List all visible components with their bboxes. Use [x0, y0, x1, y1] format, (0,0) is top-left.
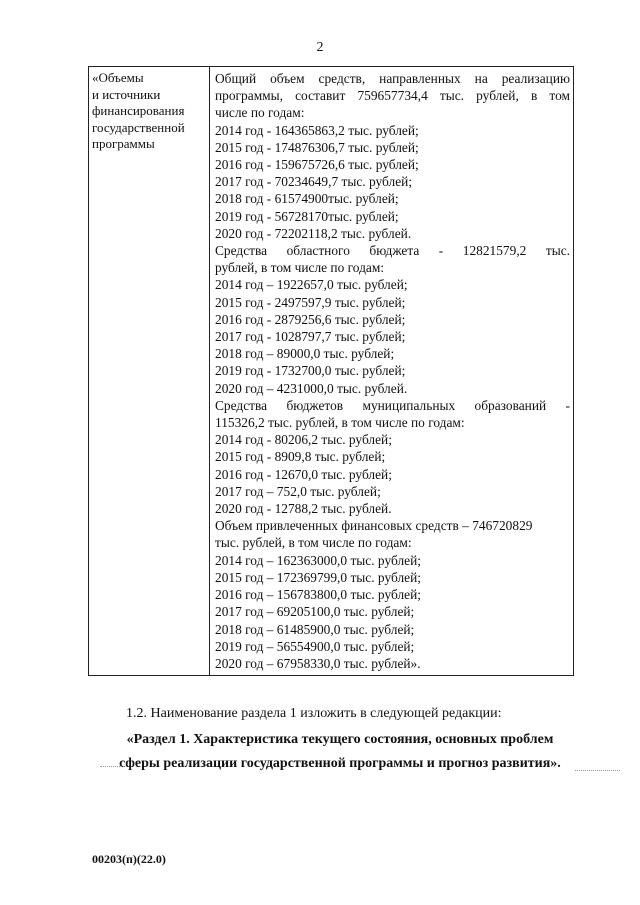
left-cell-line: программы: [92, 136, 155, 152]
section-title: [100, 728, 580, 776]
section-title-line: сферы реализации государственной программы и прогноз развития».: [119, 756, 561, 771]
financing-table: [88, 66, 574, 676]
right-cell-line: 2018 год – 61485900,0 тыс. рублей;: [215, 621, 415, 637]
right-cell-line: числе по годам:: [215, 105, 305, 121]
right-cell-line: 2014 год – 162363000,0 тыс. рублей;: [215, 552, 421, 568]
right-cell-line: 2019 год - 1732700,0 тыс. рублей;: [215, 363, 406, 379]
right-cell-line: тыс. рублей, в том числе по годам:: [215, 535, 412, 551]
column-divider: [209, 67, 210, 675]
right-cell-line: 2016 год - 2879256,6 тыс. рублей;: [215, 311, 406, 327]
right-cell-line: 115326,2 тыс. рублей, в том числе по годам:: [215, 415, 465, 431]
right-cell-line: Общий объем средств, направленных на реализацию: [215, 71, 570, 86]
right-cell-line: 2020 год - 72202118,2 тыс. рублей.: [215, 225, 412, 241]
right-cell-line: 2015 год - 8909,8 тыс. рублей;: [215, 449, 386, 465]
right-cell-line: 2014 год – 1922657,0 тыс. рублей;: [215, 277, 408, 293]
left-cell-line: и источники: [92, 86, 161, 102]
clause-text: 1.2. Наименование раздела 1 изложить в следующей редакции:: [126, 706, 502, 721]
right-cell-line: 2017 год - 70234649,7 тыс. рублей;: [215, 174, 413, 190]
right-cell-line: 2020 год – 4231000,0 тыс. рублей.: [215, 380, 408, 396]
right-cell-line: 2017 год - 1028797,7 тыс. рублей;: [215, 329, 406, 345]
right-cell-line: Средства бюджетов муниципальных образований -: [215, 397, 570, 413]
right-cell-line: рублей, в том числе по годам:: [215, 260, 385, 276]
right-cell-line: 2015 год - 174876306,7 тыс. рублей;: [215, 139, 419, 155]
left-cell-line: финансирования: [92, 103, 185, 119]
left-cell-line: государственной: [92, 119, 185, 135]
right-cell-line: 2018 год - 61574900тыс. рублей;: [215, 191, 399, 207]
document-code: 00203(п)(22.0): [92, 852, 166, 866]
right-cell-line: 2017 год – 752,0 тыс. рублей;: [215, 483, 381, 499]
right-cell-line: 2014 год - 164365863,2 тыс. рублей;: [215, 122, 419, 138]
right-cell-line: 2020 год – 67958330,0 тыс. рублей».: [215, 655, 421, 671]
right-cell-line: 2017 год – 69205100,0 тыс. рублей;: [215, 604, 415, 620]
right-cell-line: 2014 год - 80206,2 тыс. рублей;: [215, 432, 392, 448]
right-cell-line: 2016 год - 159675726,6 тыс. рублей;: [215, 157, 419, 173]
section-title-line: «Раздел 1. Характеристика текущего состояния, основных проблем: [126, 732, 554, 747]
right-cell-line: 2015 год – 172369799,0 тыс. рублей;: [215, 569, 421, 585]
right-cell-line: Средства областного бюджета - 12821579,2 тыс.: [215, 243, 570, 259]
table-left-cell: [92, 70, 206, 153]
right-cell-line: 2020 год - 12788,2 тыс. рублей.: [215, 501, 392, 517]
right-cell-line: 2016 год – 156783800,0 тыс. рублей;: [215, 587, 421, 603]
left-cell-line: «Объемы: [92, 70, 144, 85]
scan-mark: [100, 766, 124, 767]
right-cell-line: программы, составит 759657734,4 тыс. рублей, в том: [215, 88, 570, 104]
scan-mark: [575, 770, 620, 771]
right-cell-line: 2018 год – 89000,0 тыс. рублей;: [215, 346, 395, 362]
right-cell-line: 2019 год – 56554900,0 тыс. рублей;: [215, 638, 415, 654]
right-cell-line: 2019 год - 56728170тыс. рублей;: [215, 208, 399, 224]
table-right-cell: [215, 70, 570, 672]
right-cell-line: Объем привлеченных финансовых средств – 746720829: [215, 518, 533, 534]
right-cell-line: 2015 год - 2497597,9 тыс. рублей;: [215, 294, 406, 310]
page-number: 2: [316, 40, 324, 55]
right-cell-line: 2016 год - 12670,0 тыс. рублей;: [215, 466, 392, 482]
